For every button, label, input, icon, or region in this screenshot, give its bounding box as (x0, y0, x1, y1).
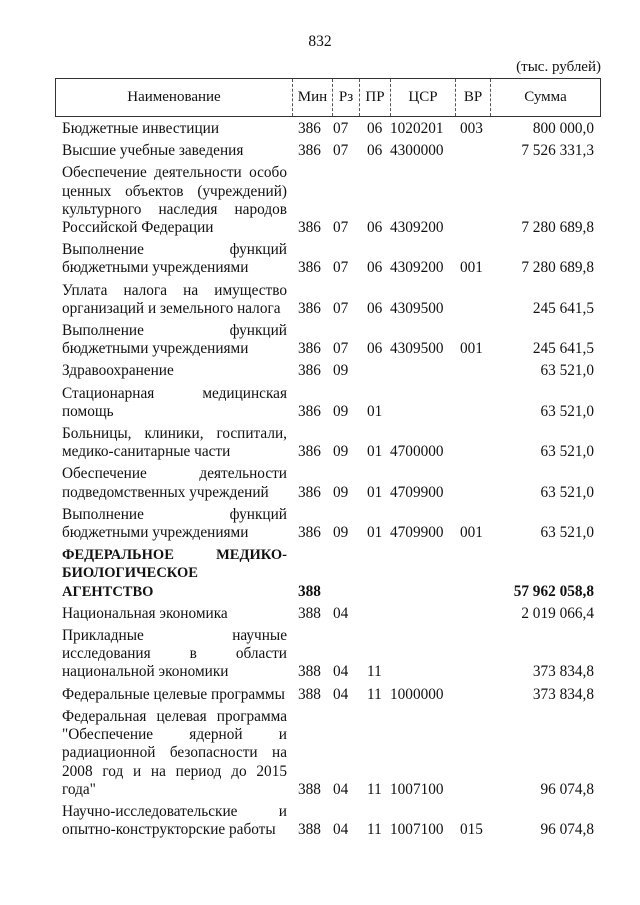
cell-pr: 11 (367, 663, 382, 681)
cell-csr: 4309200 (390, 259, 444, 277)
row-codes (62, 524, 594, 542)
cell-sum: 96 074,8 (540, 821, 594, 839)
cell-vr: 001 (460, 340, 483, 358)
cell-min: 386 (298, 483, 321, 501)
cell-pr: 06 (367, 120, 383, 137)
cell-min: 386 (298, 443, 321, 461)
cell-sum: 245 641,5 (532, 340, 594, 358)
row-codes (62, 484, 594, 502)
cell-rz: 04 (333, 685, 349, 703)
cell-min: 388 (298, 582, 321, 600)
table-row (62, 627, 602, 682)
header-sum: Сумма (524, 89, 567, 105)
row-codes (62, 664, 594, 682)
cell-rz: 09 (333, 362, 349, 380)
cell-min: 386 (298, 142, 321, 160)
cell-pr: 06 (367, 299, 383, 317)
cell-rz: 04 (333, 780, 349, 798)
cell-sum: 63 521,0 (540, 443, 594, 461)
row-codes (62, 120, 594, 138)
row-name: Больницы, клиники, госпитали, медико-санитарные части (62, 425, 287, 461)
cell-min: 388 (298, 604, 321, 622)
cell-min: 386 (298, 299, 321, 317)
table-row (62, 282, 602, 318)
row-name: Национальная экономика (62, 604, 228, 622)
table-row (62, 142, 602, 160)
cell-pr: 06 (367, 340, 383, 358)
table-row (62, 385, 602, 421)
cell-pr: 11 (367, 821, 382, 839)
cell-min: 388 (298, 780, 321, 798)
row-codes (62, 686, 594, 704)
row-name: Здравоохранение (62, 362, 174, 380)
cell-sum: 7 280 689,8 (521, 219, 594, 237)
cell-csr: 4709900 (390, 483, 444, 501)
cell-sum: 2 019 066,4 (521, 604, 594, 622)
row-name: Научно-исследовательские и опытно-конструкторские работы (62, 802, 287, 839)
cell-csr: 4309500 (390, 340, 444, 358)
page-number: 832 (308, 33, 332, 50)
row-name: Прикладные научные исследования в области национальной экономики (62, 627, 287, 681)
cell-min: 388 (298, 821, 321, 839)
cell-pr: 01 (367, 443, 383, 461)
cell-min: 386 (298, 120, 321, 137)
units-label: (тыс. рублей) (516, 59, 601, 75)
cell-rz: 04 (333, 821, 349, 839)
table-row (62, 322, 602, 358)
row-codes (62, 219, 594, 237)
table-row (62, 425, 602, 461)
row-name: Обеспечение деятельности особо ценных объектов (учреждений) культурного наследия народов Российской Федерации (62, 164, 287, 237)
cell-rz: 07 (333, 259, 349, 277)
cell-sum: 63 521,0 (540, 362, 594, 380)
cell-rz: 09 (333, 483, 349, 501)
row-name: Уплата налога на имущество организаций и земельного налога (62, 281, 287, 317)
row-name: Федеральные целевые программы (62, 685, 285, 703)
cell-min: 386 (298, 362, 321, 380)
row-name: Бюджетные инвестиции (62, 120, 220, 137)
header-csr: ЦСР (391, 79, 456, 116)
cell-rz: 07 (333, 299, 349, 317)
cell-sum: 57 962 058,8 (513, 582, 594, 600)
table-row (62, 803, 602, 839)
row-codes (62, 781, 594, 799)
cell-sum: 63 521,0 (540, 402, 594, 420)
row-name: Стационарная медицинская помощь (62, 384, 287, 420)
cell-csr: 4300000 (390, 142, 444, 160)
cell-csr: 4309200 (390, 219, 444, 237)
table-row (62, 465, 602, 501)
cell-vr: 015 (460, 821, 483, 839)
table-row (62, 605, 602, 623)
cell-min: 388 (298, 685, 321, 703)
cell-min: 386 (298, 219, 321, 237)
table-header (55, 78, 601, 117)
row-codes (62, 403, 594, 421)
cell-sum: 7 526 331,3 (521, 142, 594, 160)
row-name: Выполнение функций бюджетными учреждениями (62, 241, 287, 277)
cell-pr: 11 (367, 780, 382, 798)
row-codes (62, 443, 594, 461)
cell-sum: 7 280 689,8 (521, 259, 594, 277)
cell-pr: 11 (367, 685, 382, 703)
row-name: Обеспечение деятельности подведомственных учреждений (62, 465, 287, 501)
table-row (62, 241, 602, 277)
header-min: Мин (293, 79, 333, 116)
cell-csr: 4700000 (390, 443, 444, 461)
row-name: Высшие учебные заведения (62, 142, 244, 160)
cell-sum: 373 834,8 (532, 663, 594, 681)
table-row (62, 708, 602, 799)
row-name: Выполнение функций бюджетными учреждениями (62, 505, 287, 542)
header-pr: ПР (360, 79, 391, 116)
cell-rz: 09 (333, 402, 349, 420)
table-body (62, 120, 602, 843)
cell-rz: 07 (333, 120, 349, 137)
cell-min: 386 (298, 402, 321, 420)
row-name: Выполнение функций бюджетными учреждениями (62, 322, 287, 358)
cell-min: 388 (298, 663, 321, 681)
cell-sum: 245 641,5 (532, 299, 594, 317)
table-row (62, 362, 602, 380)
cell-pr: 01 (367, 402, 383, 420)
cell-sum: 800 000,0 (532, 120, 594, 137)
cell-csr: 4309500 (390, 299, 444, 317)
cell-rz: 09 (333, 443, 349, 461)
cell-csr: 4709900 (390, 524, 444, 542)
cell-vr: 003 (460, 120, 483, 137)
table-row (62, 686, 602, 704)
cell-csr: 1007100 (390, 780, 444, 798)
cell-rz: 07 (333, 219, 349, 237)
table-row (62, 164, 602, 237)
cell-min: 386 (298, 259, 321, 277)
cell-csr: 1007100 (390, 821, 444, 839)
header-rz: Рз (333, 79, 360, 116)
cell-pr: 06 (367, 259, 383, 277)
cell-rz: 04 (333, 604, 349, 622)
row-codes (62, 300, 594, 318)
header-name: Наименование (56, 79, 293, 116)
cell-rz: 07 (333, 142, 349, 160)
cell-csr: 1000000 (390, 685, 444, 703)
row-codes (62, 362, 594, 380)
cell-min: 386 (298, 524, 321, 542)
cell-sum: 63 521,0 (540, 483, 594, 501)
table-row (62, 546, 602, 601)
cell-vr: 001 (460, 524, 483, 542)
cell-rz: 04 (333, 663, 349, 681)
row-codes (62, 340, 594, 358)
row-name: ФЕДЕРАЛЬНОЕ МЕДИКО-БИОЛОГИЧЕСКОЕ АГЕНТСТВО (62, 547, 287, 600)
cell-pr: 01 (367, 524, 383, 542)
row-codes (62, 821, 594, 839)
row-codes (62, 583, 594, 601)
cell-pr: 01 (367, 483, 383, 501)
row-name: Федеральная целевая программа "Обеспечение ядерной и радиационной безопасности на 2008 год и на период до 2015 года" (62, 707, 287, 798)
row-codes (62, 259, 594, 277)
cell-csr: 1020201 (390, 120, 444, 137)
table-row (62, 120, 602, 138)
cell-min: 386 (298, 340, 321, 358)
cell-vr: 001 (460, 259, 483, 277)
cell-sum: 373 834,8 (532, 685, 594, 703)
cell-sum: 63 521,0 (540, 524, 594, 542)
table-row (62, 506, 602, 542)
row-codes (62, 142, 594, 160)
cell-sum: 96 074,8 (540, 780, 594, 798)
cell-pr: 06 (367, 219, 383, 237)
cell-rz: 09 (333, 524, 349, 542)
row-codes (62, 605, 594, 623)
cell-rz: 07 (333, 340, 349, 358)
cell-pr: 06 (367, 142, 383, 160)
header-vr: ВР (456, 79, 491, 116)
